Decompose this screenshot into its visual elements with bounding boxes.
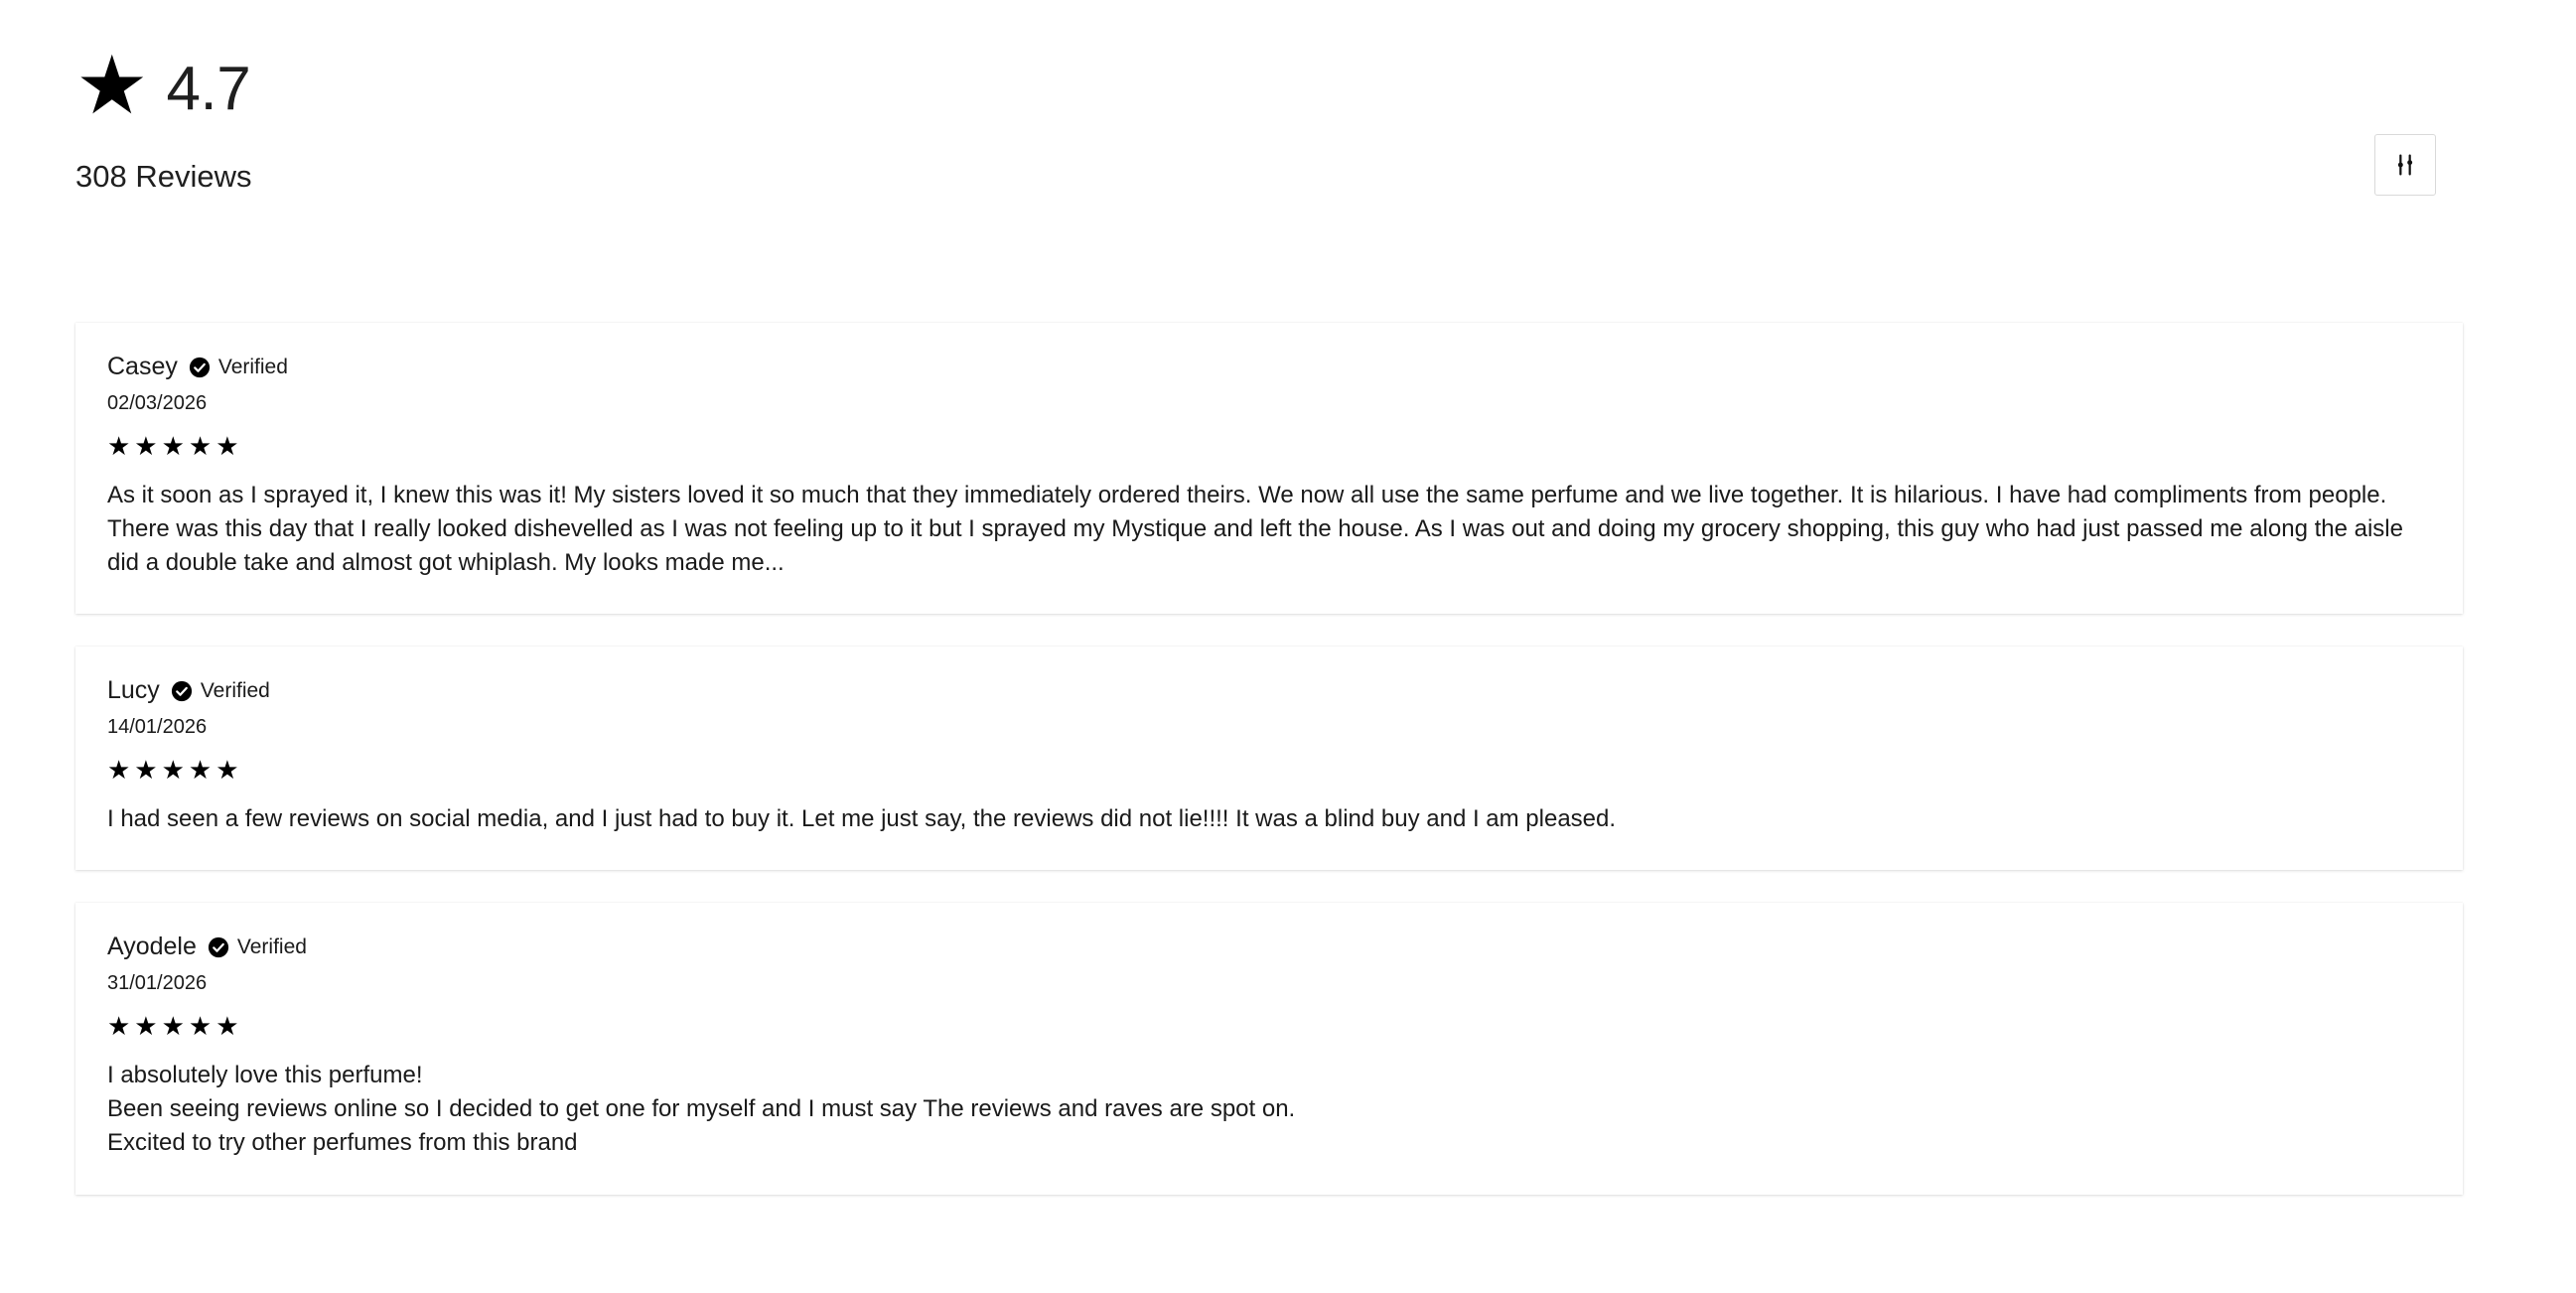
reviewer-name: Casey: [107, 353, 178, 380]
reviewer-name: Ayodele: [107, 933, 197, 961]
rating-row: [75, 41, 251, 131]
reviewer-line: [107, 933, 2431, 961]
verified-check-icon: [189, 357, 211, 378]
reviewer-line: [107, 353, 2431, 381]
verified-badge: [208, 935, 307, 959]
filter-sliders-button[interactable]: [2374, 134, 2436, 196]
review-date: 14/01/2026: [107, 716, 208, 739]
review-list: [75, 323, 2463, 1227]
verified-badge: [189, 356, 288, 379]
review-body-line: I absolutely love this perfume!: [107, 1062, 423, 1089]
filter-sliders-icon: [2391, 151, 2419, 179]
review-body-line: Been seeing reviews online so I decided to get one for myself and I must say The reviews and raves are spot on.: [107, 1095, 1296, 1123]
reviewer-line: [107, 676, 2431, 705]
verified-check-icon: [171, 680, 193, 702]
review-body-line: Excited to try other perfumes from this brand: [107, 1129, 578, 1157]
verified-badge: [171, 679, 270, 703]
rating-summary: [75, 41, 252, 195]
review-count-label: 308 Reviews: [75, 159, 252, 194]
review-card: [75, 903, 2463, 1194]
review-date: 31/01/2026: [107, 972, 208, 995]
verified-label: Verified: [236, 934, 307, 958]
review-card: [75, 646, 2463, 870]
review-body: [107, 1059, 2431, 1160]
review-date: 02/03/2026: [107, 392, 208, 414]
verified-label: Verified: [200, 678, 270, 702]
average-rating-value: 4.7: [166, 55, 251, 123]
review-body-line: I had seen a few reviews on social media, and I just had to buy it. Let me just say, the reviews did not lie!!!! It was a blind buy and I am pleased.: [107, 805, 1617, 833]
review-star-rating: ★★★★★: [107, 1011, 243, 1042]
review-star-rating: ★★★★★: [107, 755, 243, 786]
review-body: [107, 802, 2431, 836]
verified-check-icon: [208, 936, 229, 958]
star-icon: ★: [75, 41, 149, 131]
reviewer-name: Lucy: [107, 676, 160, 705]
review-card: [75, 323, 2463, 614]
review-body-line: As it soon as I sprayed it, I knew this was it! My sisters loved it so much that they immediately ordered theirs. We now all use the same perfume and we live together. It is hilarious. I have had compliments from people. There was this day that I really looked dishevelled as I was not feeling up to it but I sprayed my Mystique and left the house. As I was out and doing my grocery shopping, this guy who had just passed me along the aisle did a double take and almost got whiplash. My looks made me...: [107, 482, 2403, 577]
review-star-rating: ★★★★★: [107, 431, 243, 461]
verified-label: Verified: [217, 355, 288, 378]
review-body: [107, 479, 2431, 580]
